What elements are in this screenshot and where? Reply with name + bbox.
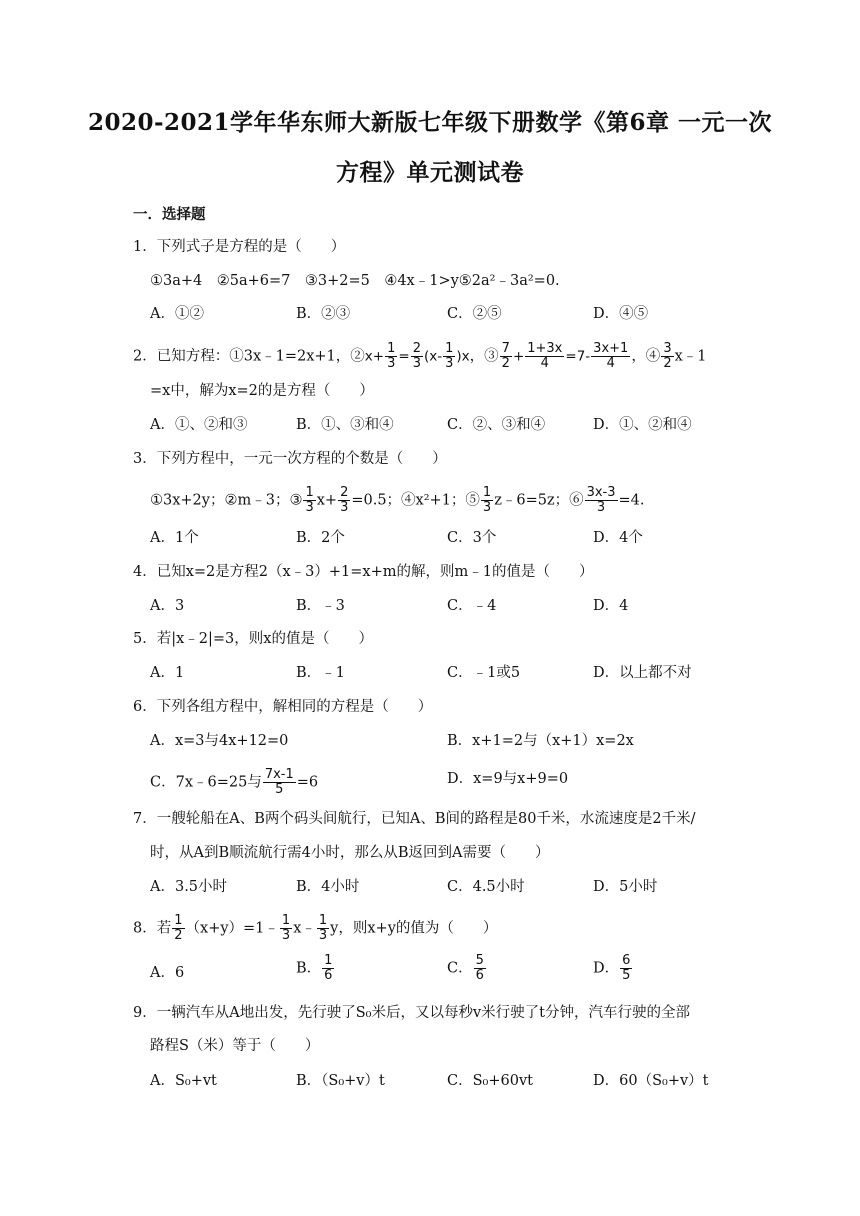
q7-line2: 时，从A到B顺流航行需4小时，那么从B返回到A需要（ ） [150,845,550,861]
q7-option-d: D．5小时 [593,879,658,895]
q2-option-d: D．①、②和④ [593,417,692,433]
q9-option-c: C．S₀+60vt [447,1073,533,1089]
q8-option-d: D． $\frac{6}{5}$ [593,953,631,983]
document-title-line2: 方程》单元测试卷 [336,159,524,186]
fraction: $\frac{1+3x}{4}$ [527,341,563,371]
fraction: $\frac{1}{3}$ [387,341,396,371]
q3-option-a: A．1个 [150,530,199,546]
q2-option-b: B．①、③和④ [296,417,394,433]
q8-stem: 8．若 $\frac{1}{2}$ （x+y）=1﹣ $\frac{1}{3}$ x﹣ $\frac{1}{3}$ y，则x+y的值为（ ） [133,913,498,943]
q6-option-c: C．7x﹣6=25与 $\frac{7x-1}{5}$ =6 [150,767,319,797]
q9-option-a: A．S₀+vt [150,1073,217,1089]
fraction: $\frac{3}{2}$ [663,341,672,371]
q2-line2: =x中，解为x=2的是方程（ ） [150,383,374,399]
q4-option-d: D．4 [593,598,629,614]
q4-option-b: B．﹣3 [296,598,345,614]
q6-option-a: A．x=3与4x+12=0 [150,733,289,749]
q3-items: ①3x+2y；②m﹣3；③ $\frac{1}{3}$ x+ $\frac{2}{3}$ =0.5；④x²+1；⑤ $\frac{1}{3}$ z﹣6=5z；⑥ $\frac{3x-3}{3}$ =4. [150,485,645,515]
q7-option-a: A．3.5小时 [150,879,228,895]
q1-items: ①3a+4 ②5a+6=7 ③3+2=5 ④4x﹣1>y⑤2a²﹣3a²=0. [150,273,560,289]
fraction: $\frac{7x-1}{5}$ [264,767,294,797]
q8-option-c: C． $\frac{5}{6}$ [447,953,484,983]
fraction: $\frac{6}{5}$ [622,953,631,983]
q5-option-a: A．1 [150,665,185,681]
q7-option-b: B．4小时 [296,879,360,895]
q4-option-c: C．﹣4 [447,598,497,614]
q5-option-d: D．以上都不对 [593,665,692,681]
q6-option-d: D．x=9与x+9=0 [447,771,569,787]
q1-option-a: A．①② [150,306,204,322]
q9-line2: 路程S（米）等于（ ） [150,1038,320,1054]
q1-option-b: B．②③ [296,306,351,322]
fraction: $\frac{1}{3}$ [445,341,454,371]
q6-option-b: B．x+1=2与（x+1）x=2x [447,733,634,749]
fraction: $\frac{1}{3}$ [281,913,291,943]
q5-option-c: C．﹣1或5 [447,665,521,681]
q8-option-a: A．6 [150,965,185,981]
q2-option-c: C．②、③和④ [447,417,546,433]
q3-option-b: B．2个 [296,530,345,546]
fraction: $\frac{3x-3}{3}$ [586,485,616,515]
fraction: $\frac{2}{3}$ [412,341,421,371]
q1-stem: 1．下列式子是方程的是（ ） [133,239,346,255]
q5-option-b: B．﹣1 [296,665,345,681]
q8-option-b: B． $\frac{1}{6}$ [296,953,333,983]
q3-option-c: C．3个 [447,530,497,546]
q9-option-d: D．60（S₀+v）t [593,1073,709,1089]
q1-option-c: C．②⑤ [447,306,502,322]
fraction: $\frac{1}{3}$ [318,913,328,943]
q2-option-a: A．①、②和③ [150,417,248,433]
fraction: $\frac{3x+1}{4}$ [593,341,629,371]
q7-line1: 7．一艘轮船在A、B两个码头间航行，已知A、B间的路程是80千米，水流速度是2千米/ [133,811,696,827]
q5-stem: 5．若|x﹣2|=3，则x的值是（ ） [133,631,373,647]
fraction: $\frac{1}{3}$ [482,485,492,515]
section-heading: 一．选择题 [133,206,206,223]
fraction: $\frac{7}{2}$ [501,341,510,371]
q4-option-a: A．3 [150,598,185,614]
q4-stem: 4．已知x=2是方程2（x﹣3）+1=x+m的解，则m﹣1的值是（ ） [133,564,594,580]
q6-stem: 6．下列各组方程中，解相同的方程是（ ） [133,699,433,715]
fraction: $\frac{1}{6}$ [324,953,333,983]
q9-option-b: B．（S₀+v）t [296,1073,385,1089]
q1-option-d: D．④⑤ [593,306,649,322]
fraction: $\frac{2}{3}$ [340,485,349,515]
q3-option-d: D．4个 [593,530,643,546]
document-title-line1: 2020-2021学年华东师大新版七年级下册数学《第6章 一元一次 [87,109,773,136]
fraction: $\frac{1}{2}$ [174,913,183,943]
q9-line1: 9．一辆汽车从A地出发，先行驶了S₀米后，又以每秒v米行驶了t分钟，汽车行驶的全部 [133,1005,690,1021]
q7-option-c: C．4.5小时 [447,879,525,895]
q3-stem: 3．下列方程中，一元一次方程的个数是（ ） [133,451,447,467]
fraction: $\frac{5}{6}$ [475,953,484,983]
q2-line1: 2．已知方程：①3x﹣1=2x+1，②x+ $\frac{1}{3}$ = $\frac{2}{3}$ (x- $\frac{1}{3}$ )x，③ $\frac{7}{2}$ + $\frac{1+3x}{4}$ =7- $\frac{3x+1}{4}$ ，④ $\frac{3}{2}$ x﹣1 [133,341,707,371]
fraction: $\frac{1}{3}$ [305,485,314,515]
